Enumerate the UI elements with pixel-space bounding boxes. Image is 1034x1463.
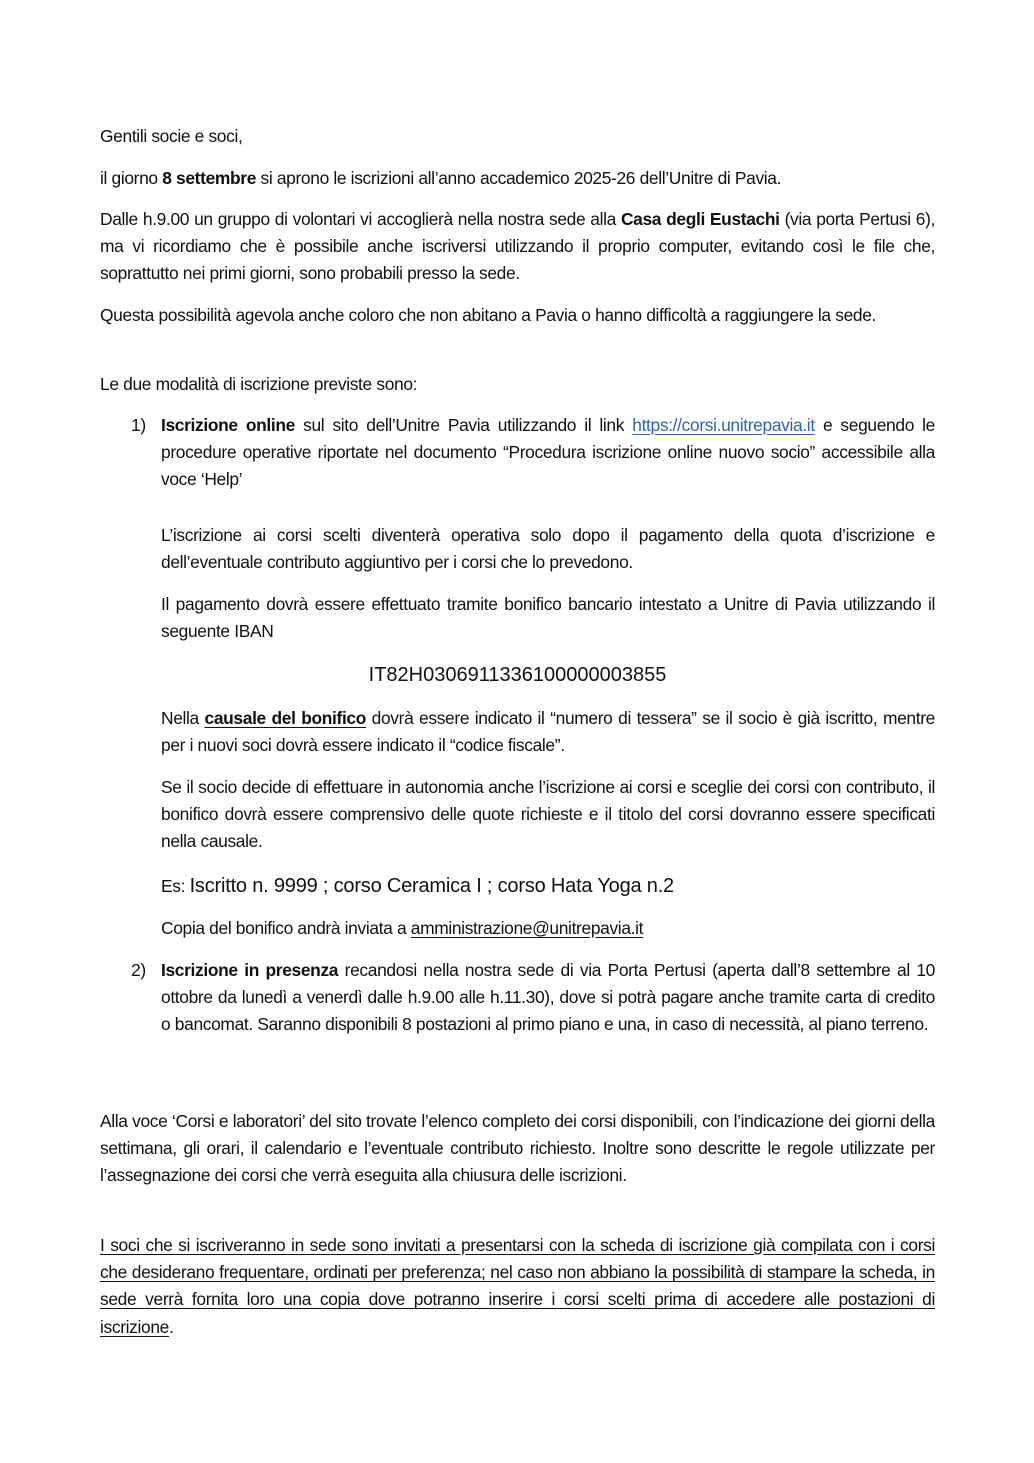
courses-info-paragraph: Alla voce ‘Corsi e laboratori’ del sito trovate l’elenco completo dei corsi disponibili, con l’indicazione dei giorni della settimana, gli orari, il calendario e l’eventuale contributo richiesto. Inoltre sono descritte le regole utilizzate per l’assegnazione dei corsi che verrà eseguita alla chiusura delle iscrizioni. (100, 1111, 935, 1186)
modes-intro: Le due modalità di iscrizione previste sono: (100, 374, 418, 394)
causale-emphasis: causale del bonifico (204, 708, 367, 728)
greeting: Gentili socie e soci, (100, 126, 243, 146)
example-text: Iscritto n. 9999 ; corso Ceramica I ; corso Hata Yoga n.2 (189, 875, 674, 897)
closing-period: . (168, 1316, 174, 1337)
copy-prefix: Copia del bonifico andrà inviata a (161, 918, 411, 938)
list-number: 1) (131, 415, 146, 435)
in-person-text: recandosi nella nostra sede di via Porta Pertusi (aperta dall’8 settembre al 10 ottobre da lunedì a venerdì dalle h.9.00 alle h.11.30), dove si potrà pagare anche tramite carta di credito o bancomat. Saranno disponibili 8 postazioni al primo piano e una, in caso di necessità, al piano terreno. (161, 960, 935, 1035)
online-text-before-link: sul sito dell’Unitre Pavia utilizzando il link (294, 415, 633, 435)
intro-suffix: si aprono le iscrizioni all’anno accademico 2025-26 dell’Unitre di Pavia. (256, 168, 782, 188)
autonomy-paragraph: Se il socio decide di effettuare in autonomia anche l’iscrizione ai corsi e sceglie dei corsi con contributo, il bonifico dovrà essere comprensivo delle quote richieste e il titolo del corsi dovranno essere specificati nella causale. (161, 777, 935, 852)
causale-prefix: Nella (161, 708, 205, 728)
volunteers-place: Casa degli Eustachi (620, 209, 780, 229)
copy-paragraph (161, 915, 935, 942)
possibility-paragraph: Questa possibilità agevola anche coloro che non abitano a Pavia o hanno difficoltà a raggiungere la sede. (100, 305, 877, 325)
volunteers-suffix: (via porta Pertusi 6), ma vi ricordiamo che è possibile anche iscriversi utilizzando il proprio computer, evitando così le file che, soprattutto nei primi giorni, sono probabili presso la sede. (100, 209, 935, 284)
payment-paragraph: Il pagamento dovrà essere effettuato tramite bonifico bancario intestato a Unitre di Pavia utilizzando il seguente IBAN (161, 594, 935, 642)
intro-date: 8 settembre (162, 168, 257, 188)
corsi-link[interactable]: https://corsi.unitrepavia.it (632, 415, 815, 435)
closing-underlined-text: I soci che si iscriveranno in sede sono invitati a presentarsi con la scheda di iscrizione già compilata con i corsi che desiderano frequentare, ordinati per preferenza; nel caso non abbiano la possibilità di stampare la scheda, in sede verrà fornita loro una copia dove potranno inserire i corsi scelti prima di accedere alle postazioni di iscrizione (100, 1235, 935, 1337)
iban-code: IT82H0306911336100000003855 (368, 664, 667, 686)
admin-email-link[interactable]: amministrazione@unitrepavia.it (410, 918, 644, 938)
intro-paragraph (100, 165, 935, 192)
in-person-title: Iscrizione in presenza (161, 960, 339, 980)
causale-paragraph (161, 705, 935, 759)
online-description (161, 412, 935, 494)
volunteers-prefix: Dalle h.9.00 un gruppo di volontari vi accoglierà nella nostra sede alla (100, 209, 621, 229)
intro-prefix: il giorno (100, 168, 163, 188)
volunteers-paragraph (100, 206, 935, 288)
online-text-after-link: e seguendo le procedure operative riportate nel documento “Procedura iscrizione online nuovo socio” accessibile alla voce ‘Help’ (161, 415, 936, 490)
closing-paragraph (100, 1232, 935, 1341)
causale-suffix: dovrà essere indicato il “numero di tessera” se il socio è già iscritto, mentre per i nuovi soci dovrà essere indicato il “codice fiscale”. (161, 708, 935, 756)
causale-example (161, 873, 935, 900)
list-number: 2) (131, 960, 146, 980)
example-label: Es: (161, 876, 190, 896)
in-person-description (161, 957, 935, 1039)
online-title: Iscrizione online (161, 415, 295, 435)
activation-paragraph: L’iscrizione ai corsi scelti diventerà operativa solo dopo il pagamento della quota d’iscrizione e dell’eventuale contributo aggiuntivo per i corsi che lo prevedono. (161, 525, 935, 573)
